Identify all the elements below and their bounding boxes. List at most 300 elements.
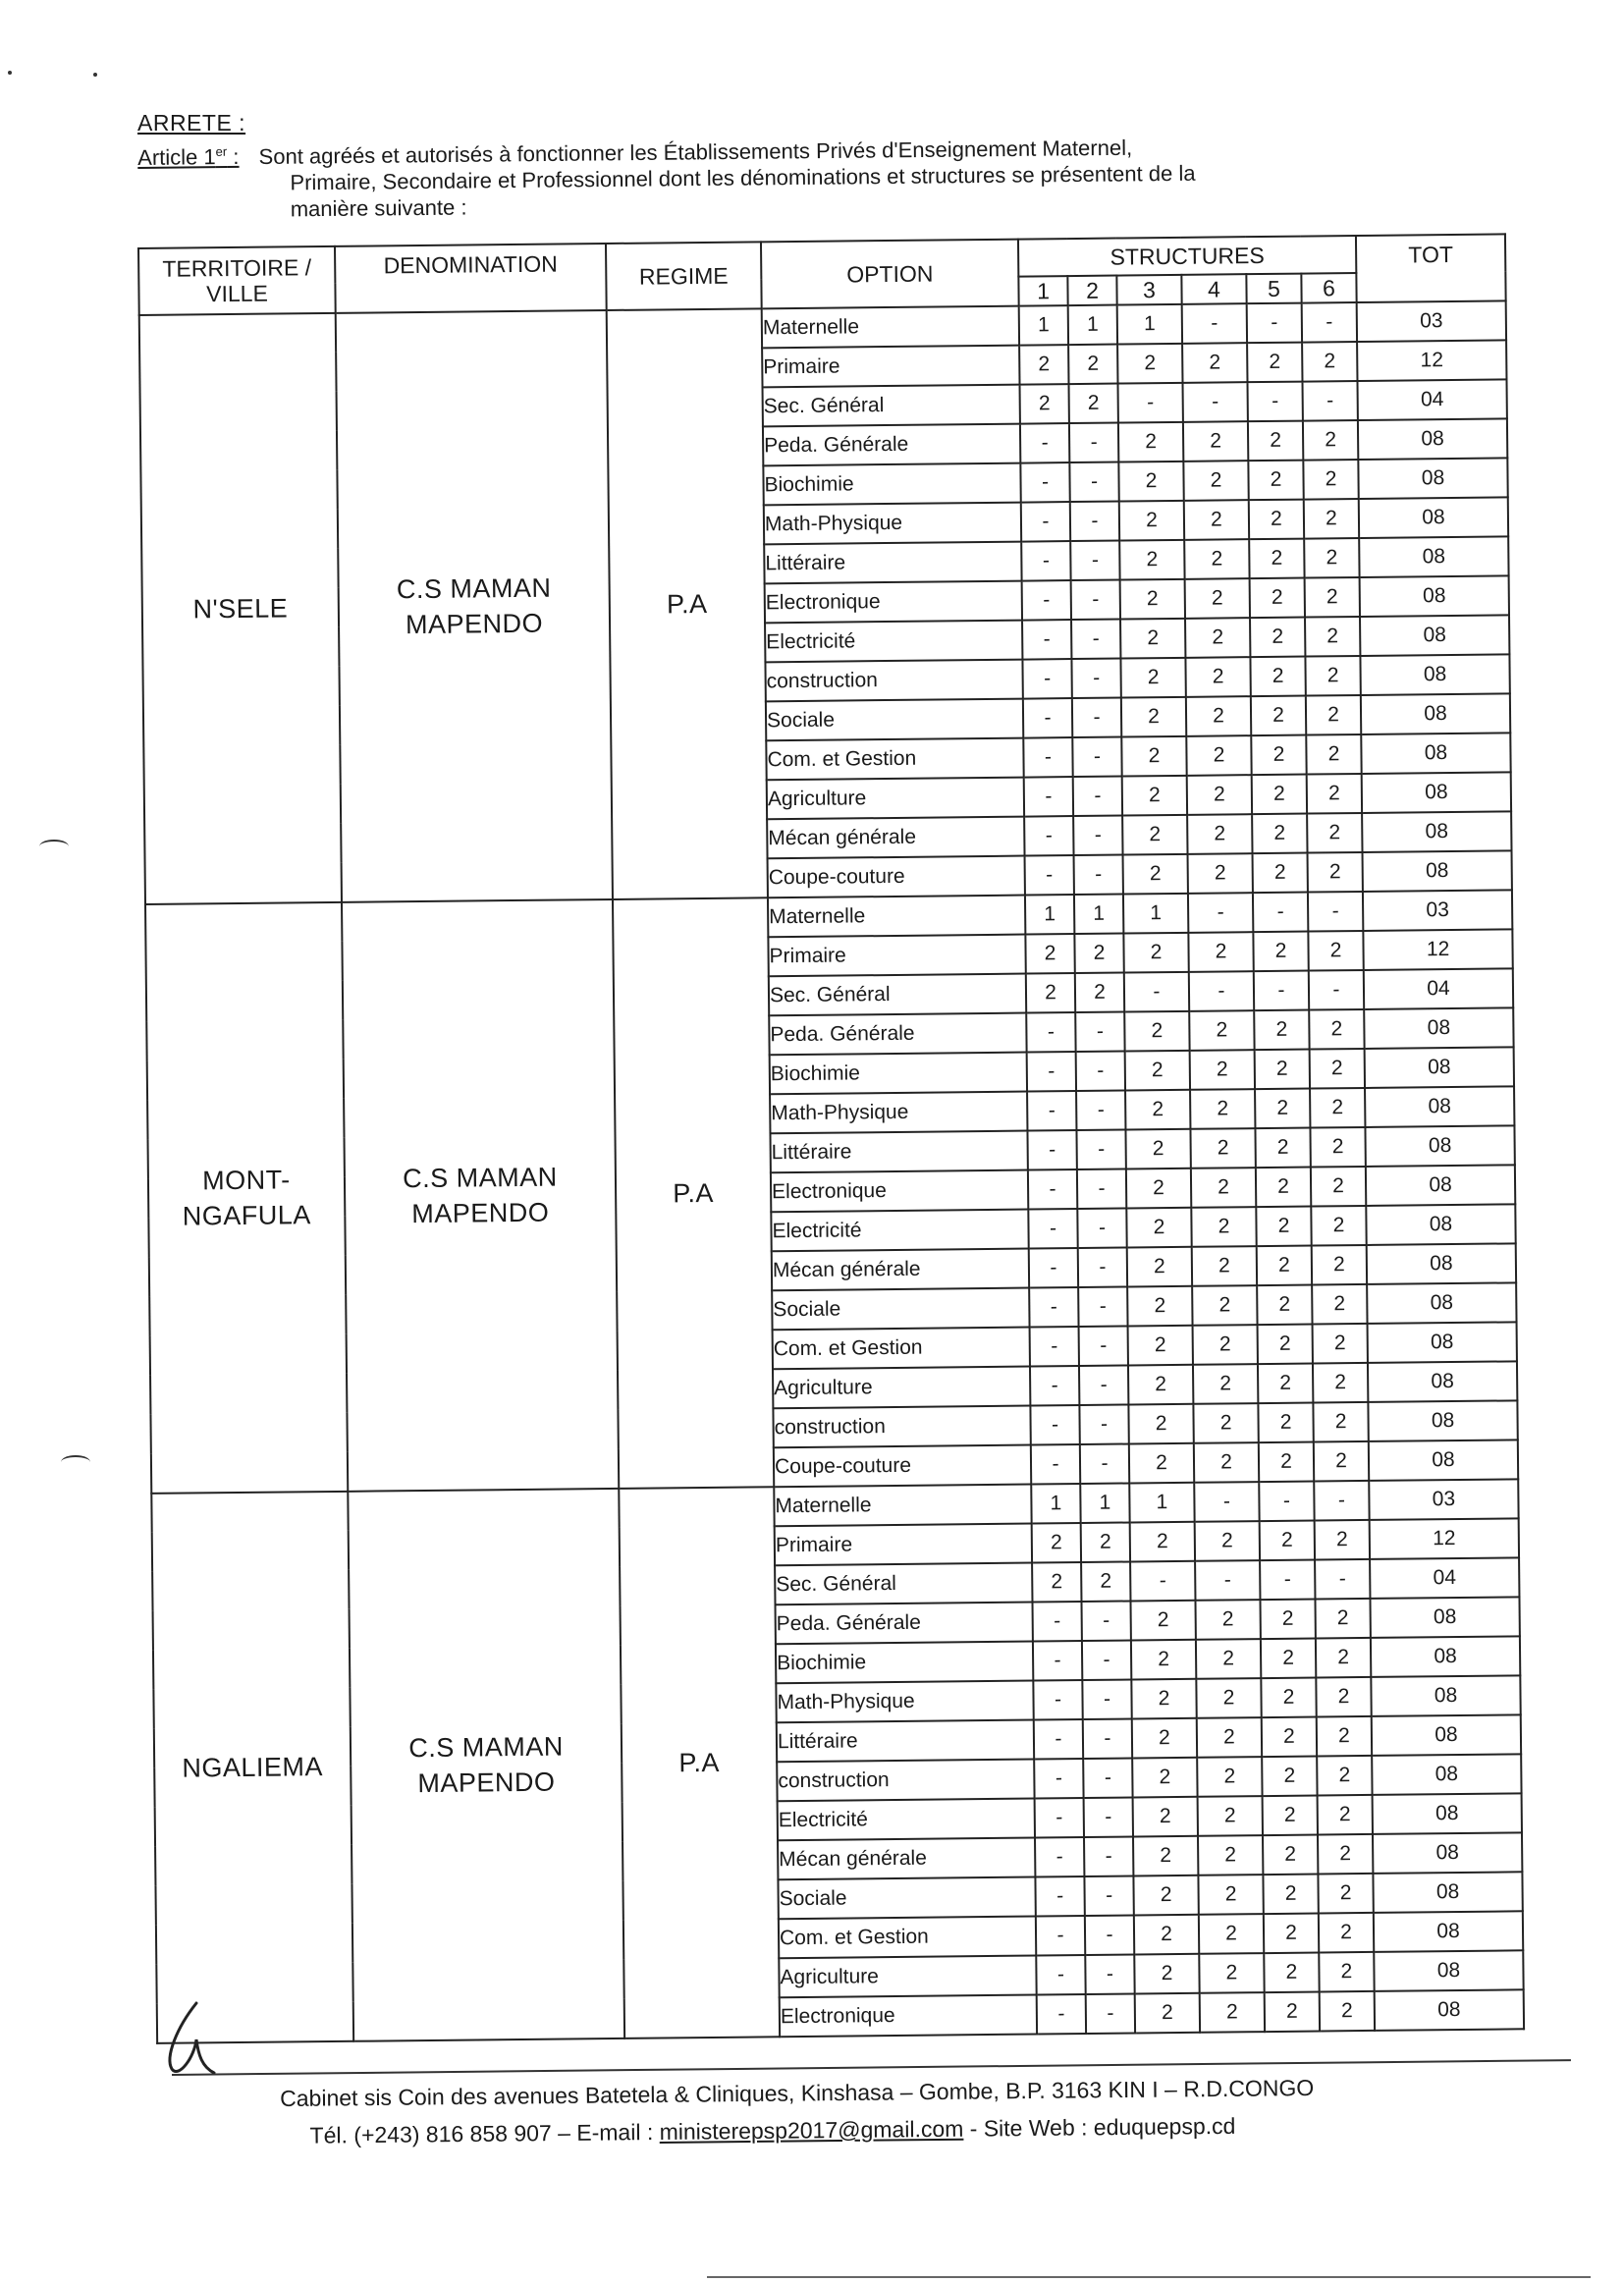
structure-value-cell: 2 — [1308, 931, 1363, 971]
structure-value-cell: 2 — [1191, 1207, 1256, 1247]
option-cell: Sociale — [766, 699, 1023, 741]
article-paragraph — [137, 127, 1385, 225]
option-cell: Agriculture — [773, 1367, 1030, 1409]
structure-value-cell: - — [1022, 580, 1071, 621]
structure-value-cell: 2 — [1187, 775, 1252, 815]
total-cell: 08 — [1361, 693, 1510, 734]
footer-email-link[interactable]: ministerepsp2017@gmail.com — [659, 2115, 964, 2145]
structure-value-cell: 2 — [1317, 1756, 1372, 1796]
structure-value-cell: 2 — [1252, 775, 1307, 815]
structure-value-cell: 2 — [1133, 1875, 1198, 1916]
structure-value-cell: 2 — [1131, 1640, 1196, 1680]
structure-value-cell: 2 — [1309, 1009, 1364, 1050]
structure-value-cell: - — [1079, 1404, 1128, 1444]
article-text-line-1: Sont agréés et autorisés à fonctionner les Établissements Privés d'Enseignement Maternel, — [258, 135, 1133, 170]
structure-value-cell: 2 — [1188, 932, 1253, 972]
option-cell: Electricité — [771, 1210, 1028, 1252]
total-cell: 08 — [1371, 1636, 1520, 1677]
structure-value-cell: 2 — [1254, 1010, 1309, 1051]
structure-value-cell: - — [1030, 1366, 1079, 1406]
total-cell: 08 — [1374, 1950, 1523, 1991]
structure-value-cell: 2 — [1255, 1128, 1310, 1169]
structure-value-cell: 2 — [1118, 462, 1183, 502]
total-cell: 08 — [1368, 1361, 1517, 1402]
structure-value-cell: - — [1024, 777, 1073, 817]
structure-value-cell: 2 — [1183, 461, 1248, 501]
margin-mark — [61, 1455, 90, 1469]
structure-value-cell: 2 — [1263, 1874, 1318, 1914]
structure-value-cell: - — [1079, 1365, 1128, 1405]
structure-value-cell: 2 — [1129, 1443, 1194, 1484]
structure-value-cell: - — [1079, 1326, 1128, 1366]
structure-value-cell: 2 — [1310, 1127, 1365, 1168]
structure-value-cell: - — [1036, 1955, 1085, 1995]
structure-value-cell: - — [1030, 1405, 1079, 1445]
structure-value-cell: 2 — [1127, 1286, 1192, 1327]
structure-value-cell: 2 — [1310, 1088, 1365, 1128]
structure-value-cell: 2 — [1198, 1796, 1263, 1836]
structure-value-cell: 2 — [1185, 618, 1250, 658]
structure-value-cell: - — [1024, 816, 1073, 856]
total-cell: 08 — [1372, 1754, 1521, 1795]
structure-value-cell: - — [1195, 1560, 1260, 1601]
structure-value-cell: - — [1302, 302, 1357, 343]
structure-value-cell: - — [1025, 855, 1074, 896]
structure-value-cell: - — [1032, 1602, 1081, 1642]
structure-value-cell: 2 — [1128, 1365, 1193, 1405]
option-cell: Electronique — [771, 1170, 1028, 1213]
structure-value-cell: 2 — [1302, 342, 1357, 382]
structure-value-cell: 2 — [1313, 1363, 1368, 1403]
total-cell: 08 — [1368, 1400, 1517, 1441]
structure-value-cell: - — [1028, 1209, 1077, 1249]
structure-value-cell: - — [1027, 1052, 1076, 1092]
structure-value-cell: - — [1020, 423, 1069, 463]
structure-value-cell: - — [1076, 1091, 1125, 1131]
structure-value-cell: 2 — [1120, 619, 1185, 659]
structure-value-cell: 2 — [1304, 538, 1359, 578]
structure-value-cell: 2 — [1253, 932, 1308, 972]
structure-value-cell: 2 — [1032, 1562, 1081, 1603]
structure-value-cell: 2 — [1127, 1247, 1192, 1287]
structure-value-cell: - — [1021, 502, 1070, 542]
structure-value-cell: 2 — [1250, 657, 1305, 697]
structure-value-cell: 2 — [1313, 1402, 1368, 1442]
structure-value-cell: - — [1030, 1327, 1079, 1367]
structure-value-cell: 2 — [1198, 1835, 1263, 1875]
structure-value-cell: 1 — [1074, 895, 1123, 935]
option-cell: construction — [765, 660, 1022, 702]
structure-value-cell: 2 — [1310, 1049, 1365, 1089]
option-cell: Com. et Gestion — [779, 1917, 1036, 1959]
total-cell: 08 — [1361, 733, 1510, 774]
structure-value-cell: 1 — [1019, 305, 1068, 346]
header-col-2: 2 — [1067, 276, 1116, 306]
structure-value-cell: 2 — [1306, 734, 1361, 775]
structure-value-cell: 2 — [1120, 658, 1185, 698]
structure-value-cell: 2 — [1318, 1834, 1373, 1875]
total-cell: 08 — [1365, 1047, 1514, 1088]
option-cell: Maternelle — [774, 1485, 1031, 1527]
page-bottom-rule — [707, 2276, 1591, 2278]
margin-mark — [39, 840, 69, 853]
option-cell: Com. et Gestion — [766, 738, 1023, 781]
structure-value-cell: - — [1082, 1679, 1131, 1719]
structure-value-cell: 2 — [1118, 422, 1183, 462]
total-cell: 08 — [1360, 654, 1509, 695]
structure-value-cell: - — [1076, 1130, 1125, 1170]
structure-value-cell: 2 — [1264, 1913, 1319, 1953]
total-cell: 08 — [1362, 772, 1511, 813]
total-cell: 08 — [1373, 1793, 1522, 1834]
structure-value-cell: 2 — [1128, 1326, 1193, 1366]
structure-value-cell: 2 — [1182, 343, 1247, 383]
structure-value-cell: 2 — [1248, 461, 1303, 501]
group-regime: P.A — [613, 897, 774, 1489]
structure-value-cell: - — [1029, 1287, 1078, 1328]
total-cell: 04 — [1370, 1557, 1519, 1599]
structures-table-wrapper — [137, 233, 1525, 2043]
structure-value-cell: 2 — [1133, 1797, 1198, 1837]
total-cell: 08 — [1365, 1125, 1514, 1167]
option-cell: Peda. Générale — [769, 1013, 1026, 1056]
option-cell: Math-Physique — [770, 1092, 1027, 1134]
structure-value-cell: 2 — [1255, 1089, 1310, 1129]
structure-value-cell: 2 — [1311, 1167, 1366, 1207]
structure-value-cell: 2 — [1318, 1874, 1373, 1914]
option-cell: Biochimie — [776, 1642, 1033, 1684]
scan-speck — [8, 71, 12, 75]
option-cell: Peda. Générale — [763, 424, 1020, 466]
structure-value-cell: - — [1085, 1954, 1134, 1994]
structure-value-cell: - — [1253, 893, 1308, 933]
structure-value-cell: - — [1182, 303, 1247, 344]
structure-value-cell: 2 — [1303, 420, 1358, 461]
structure-value-cell: 2 — [1132, 1758, 1197, 1798]
structure-value-cell: - — [1130, 1561, 1195, 1602]
structure-value-cell: 2 — [1315, 1599, 1370, 1639]
footer-contact — [280, 2067, 1459, 2154]
structure-value-cell: 2 — [1032, 1523, 1081, 1563]
structure-value-cell: - — [1071, 580, 1120, 621]
structure-value-cell: - — [1033, 1680, 1082, 1720]
structure-value-cell: 2 — [1312, 1284, 1367, 1325]
structure-value-cell: - — [1020, 462, 1069, 503]
structure-value-cell: - — [1084, 1836, 1133, 1876]
structure-value-cell: 2 — [1130, 1601, 1195, 1641]
structure-value-cell: 2 — [1193, 1364, 1258, 1404]
structure-value-cell: - — [1085, 1915, 1134, 1955]
total-cell: 08 — [1370, 1597, 1519, 1638]
structure-value-cell: 2 — [1253, 853, 1308, 894]
total-cell: 08 — [1365, 1086, 1514, 1127]
structure-value-cell: 2 — [1258, 1403, 1313, 1443]
structure-value-cell: 2 — [1069, 384, 1118, 424]
structure-value-cell: - — [1036, 1916, 1085, 1956]
structure-value-cell: 2 — [1068, 345, 1117, 385]
structure-value-cell: 2 — [1186, 735, 1251, 776]
structure-value-cell: 1 — [1068, 305, 1117, 346]
structure-value-cell: 2 — [1314, 1441, 1369, 1482]
total-cell: 08 — [1367, 1243, 1516, 1284]
option-cell: Maternelle — [768, 896, 1025, 938]
structure-value-cell: - — [1023, 737, 1072, 778]
structure-value-cell: - — [1027, 1130, 1076, 1170]
structure-value-cell: - — [1033, 1641, 1082, 1681]
structure-value-cell: - — [1035, 1876, 1084, 1917]
structure-value-cell: 2 — [1306, 695, 1361, 735]
structure-value-cell: - — [1073, 816, 1122, 856]
structure-value-cell: 2 — [1195, 1600, 1260, 1640]
structure-value-cell: 2 — [1262, 1757, 1317, 1797]
structure-value-cell: 2 — [1135, 1993, 1200, 2034]
structure-value-cell: 2 — [1259, 1442, 1314, 1483]
option-cell: Mécan générale — [778, 1838, 1035, 1880]
structure-value-cell: 2 — [1196, 1678, 1261, 1718]
structure-value-cell: - — [1314, 1481, 1369, 1521]
total-cell: 04 — [1357, 379, 1506, 420]
structure-value-cell: - — [1072, 737, 1121, 778]
total-cell: 08 — [1372, 1714, 1521, 1756]
structure-value-cell: 2 — [1081, 1522, 1130, 1562]
structure-value-cell: 2 — [1123, 854, 1188, 895]
structure-value-cell: 2 — [1251, 696, 1306, 736]
group-denomination: C.S MAMAN MAPENDO — [342, 899, 619, 1492]
structure-value-cell: 2 — [1125, 1051, 1190, 1091]
structure-value-cell: 2 — [1317, 1716, 1372, 1757]
structure-value-cell: 2 — [1315, 1520, 1370, 1560]
structure-value-cell: 2 — [1258, 1364, 1313, 1404]
structure-value-cell: - — [1118, 383, 1183, 423]
structure-value-cell: - — [1034, 1759, 1083, 1799]
structure-value-cell: 2 — [1122, 815, 1187, 855]
scan-speck — [93, 73, 97, 77]
structure-value-cell: 2 — [1186, 696, 1251, 736]
structure-value-cell: - — [1084, 1875, 1133, 1916]
total-cell: 08 — [1366, 1165, 1515, 1206]
option-cell: Mécan générale — [767, 817, 1024, 859]
structure-value-cell: 2 — [1260, 1521, 1315, 1561]
structure-value-cell: 2 — [1319, 1952, 1374, 1992]
structure-value-cell: - — [1022, 620, 1071, 660]
option-cell: Math-Physique — [764, 503, 1021, 545]
total-cell: 03 — [1369, 1479, 1518, 1520]
structure-value-cell: 2 — [1198, 1875, 1263, 1915]
structure-value-cell: - — [1069, 423, 1118, 463]
structure-value-cell: - — [1077, 1209, 1126, 1249]
total-cell: 08 — [1373, 1872, 1522, 1913]
total-cell: 12 — [1363, 929, 1512, 970]
header-regime: REGIME — [606, 242, 762, 310]
option-cell: Electronique — [765, 581, 1022, 624]
structure-value-cell: - — [1083, 1718, 1132, 1759]
structure-value-cell: - — [1069, 462, 1118, 503]
structure-value-cell: 1 — [1025, 895, 1074, 935]
option-cell: Primaire — [775, 1524, 1032, 1566]
header-col-3: 3 — [1116, 275, 1181, 305]
structure-value-cell: 2 — [1312, 1245, 1367, 1285]
structure-value-cell: - — [1077, 1169, 1126, 1210]
structure-value-cell: - — [1086, 1993, 1135, 2034]
structure-value-cell: 2 — [1305, 617, 1360, 657]
structure-value-cell: - — [1189, 971, 1254, 1011]
structure-value-cell: - — [1188, 893, 1253, 933]
structure-value-cell: - — [1124, 972, 1189, 1012]
structure-value-cell: 2 — [1121, 736, 1186, 777]
option-cell: Electricité — [778, 1799, 1035, 1841]
structure-value-cell: 2 — [1123, 933, 1188, 973]
structure-value-cell: 1 — [1080, 1483, 1129, 1523]
group-regime: P.A — [607, 308, 768, 899]
structure-value-cell: 2 — [1125, 1090, 1190, 1130]
structure-value-cell: 1 — [1129, 1483, 1194, 1523]
structure-value-cell: - — [1034, 1719, 1083, 1760]
structure-value-cell: - — [1247, 303, 1302, 344]
total-cell: 08 — [1358, 458, 1507, 499]
header-col-4: 4 — [1181, 274, 1246, 304]
option-cell: Primaire — [762, 346, 1019, 388]
structure-value-cell: 2 — [1320, 1991, 1375, 2032]
option-cell: Electricité — [765, 621, 1022, 663]
option-cell: Sociale — [778, 1877, 1035, 1920]
header-tot: TOT — [1356, 234, 1506, 302]
header-option: OPTION — [761, 240, 1019, 309]
structure-value-cell: 2 — [1132, 1718, 1197, 1759]
structure-value-cell: 2 — [1250, 618, 1305, 658]
option-cell: Primaire — [768, 935, 1025, 977]
structure-value-cell: - — [1260, 1560, 1315, 1601]
structure-value-cell: 2 — [1311, 1206, 1366, 1246]
structure-value-cell: 2 — [1305, 656, 1360, 696]
structure-value-cell: 2 — [1189, 1010, 1254, 1051]
structure-value-cell: 2 — [1124, 1011, 1189, 1052]
structure-value-cell: 2 — [1190, 1089, 1255, 1129]
option-cell: Sec. Général — [769, 974, 1026, 1016]
structure-value-cell: 2 — [1261, 1639, 1316, 1679]
structure-value-cell: 2 — [1191, 1168, 1256, 1208]
structure-value-cell: 2 — [1026, 973, 1075, 1013]
group-territoire: NGALIEMA — [151, 1492, 353, 2043]
header-territoire: TERRITOIRE / VILLE — [138, 246, 336, 315]
structure-value-cell: - — [1027, 1091, 1076, 1131]
structure-value-cell: 2 — [1263, 1835, 1318, 1875]
total-cell: 04 — [1364, 968, 1513, 1009]
structure-value-cell: - — [1302, 381, 1357, 421]
structure-value-cell: 2 — [1304, 499, 1359, 539]
structure-value-cell: 2 — [1195, 1521, 1260, 1561]
structure-value-cell: 2 — [1263, 1796, 1318, 1836]
option-cell: Math-Physique — [776, 1681, 1033, 1723]
total-cell: 08 — [1359, 536, 1508, 577]
structure-value-cell: 2 — [1316, 1638, 1371, 1678]
option-cell: Electronique — [780, 1995, 1037, 2038]
structure-value-cell: - — [1037, 1994, 1086, 2035]
structure-value-cell: - — [1076, 1052, 1125, 1092]
option-cell: Maternelle — [762, 306, 1019, 349]
structure-value-cell: - — [1035, 1837, 1084, 1877]
option-cell: Biochimie — [770, 1053, 1027, 1095]
structure-value-cell: - — [1071, 620, 1120, 660]
option-cell: Sec. Général — [763, 385, 1020, 427]
total-cell: 03 — [1363, 890, 1512, 931]
structure-value-cell: 2 — [1262, 1717, 1317, 1758]
header-col-6: 6 — [1301, 273, 1356, 303]
header-col-1: 1 — [1018, 276, 1067, 306]
structure-value-cell: - — [1029, 1248, 1078, 1288]
structure-value-cell: - — [1078, 1248, 1127, 1288]
structure-value-cell: 2 — [1075, 973, 1124, 1013]
structure-value-cell: 2 — [1194, 1442, 1259, 1483]
option-cell: Biochimie — [763, 463, 1020, 506]
option-cell: construction — [773, 1406, 1030, 1448]
structure-value-cell: - — [1309, 970, 1364, 1010]
structure-value-cell: - — [1194, 1482, 1259, 1522]
group-regime: P.A — [619, 1487, 780, 2038]
group-denomination: C.S MAMAN MAPENDO — [336, 310, 613, 902]
header-denomination: DENOMINATION — [335, 244, 607, 313]
structure-value-cell: 2 — [1190, 1050, 1255, 1090]
structure-value-cell: 2 — [1257, 1285, 1312, 1326]
option-cell: Sec. Général — [775, 1563, 1032, 1605]
structure-value-cell: 2 — [1128, 1404, 1193, 1444]
option-cell: construction — [777, 1760, 1034, 1802]
structure-value-cell: 2 — [1020, 384, 1069, 424]
structure-value-cell: 1 — [1123, 894, 1188, 934]
structure-value-cell: - — [1183, 382, 1248, 422]
structure-value-cell: 2 — [1192, 1246, 1257, 1286]
header-col-5: 5 — [1246, 274, 1301, 304]
total-cell: 08 — [1374, 1911, 1523, 1952]
structure-value-cell: 2 — [1131, 1679, 1196, 1719]
structure-value-cell: 2 — [1313, 1324, 1368, 1364]
structure-value-cell: - — [1070, 502, 1119, 542]
option-cell: Agriculture — [779, 1956, 1036, 1998]
structure-value-cell: 2 — [1117, 344, 1182, 384]
structure-value-cell: - — [1078, 1287, 1127, 1328]
total-cell: 12 — [1357, 340, 1506, 381]
structure-value-cell: - — [1021, 541, 1070, 581]
structure-value-cell: 2 — [1193, 1403, 1258, 1443]
structure-value-cell: - — [1083, 1758, 1132, 1798]
option-cell: Littéraire — [777, 1720, 1034, 1763]
structure-value-cell: 2 — [1319, 1913, 1374, 1953]
structure-value-cell: 2 — [1190, 1128, 1255, 1169]
structure-value-cell: 2 — [1126, 1208, 1191, 1248]
structure-value-cell: - — [1026, 1012, 1075, 1053]
structure-value-cell: 1 — [1031, 1484, 1080, 1524]
group-territoire: MONT-NGAFULA — [145, 902, 348, 1494]
structure-value-cell: 2 — [1199, 1914, 1264, 1954]
group-denomination: C.S MAMAN MAPENDO — [348, 1489, 624, 2041]
footer-phone: Tél. (+243) 816 858 907 – E-mail : — [309, 2118, 660, 2148]
structure-value-cell: - — [1254, 971, 1309, 1011]
structure-value-cell: 2 — [1318, 1795, 1373, 1835]
structure-value-cell: 2 — [1316, 1677, 1371, 1717]
structure-value-cell: 2 — [1019, 345, 1068, 385]
structure-value-cell: 2 — [1264, 1952, 1319, 1992]
structure-value-cell: - — [1070, 541, 1119, 581]
structure-value-cell: - — [1082, 1640, 1131, 1680]
option-cell: Peda. Générale — [776, 1603, 1033, 1645]
structure-value-cell: 2 — [1193, 1325, 1258, 1365]
structure-value-cell: - — [1247, 382, 1302, 422]
structure-value-cell: - — [1022, 659, 1071, 699]
total-cell: 08 — [1367, 1282, 1516, 1324]
structure-value-cell: 2 — [1197, 1757, 1262, 1797]
structure-value-cell: - — [1308, 892, 1363, 932]
structure-value-cell: 2 — [1133, 1836, 1198, 1876]
structure-value-cell: - — [1028, 1169, 1077, 1210]
